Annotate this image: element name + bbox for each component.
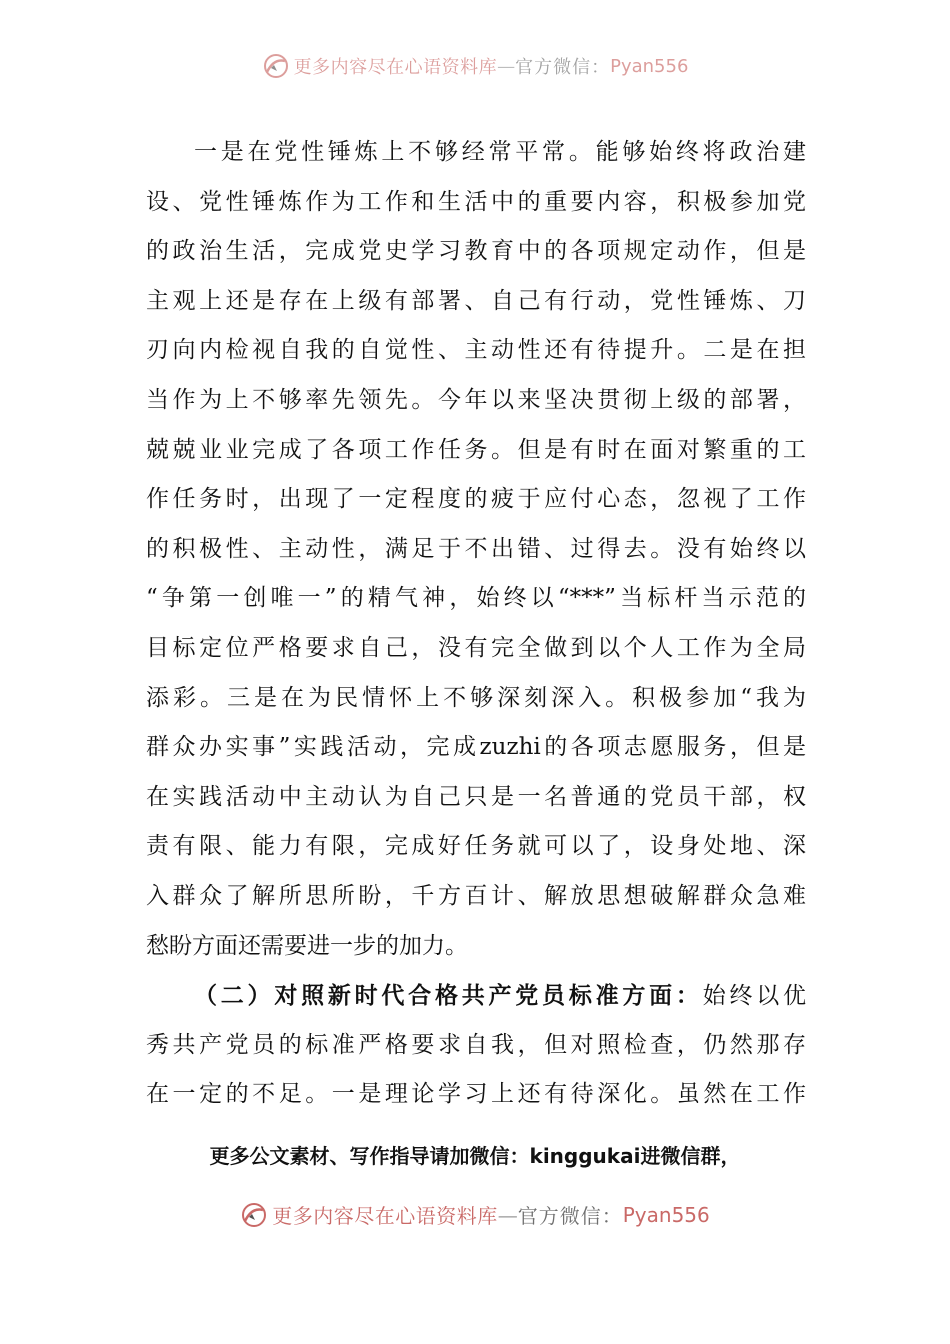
text-line: 责有限、能力有限，完成好任务就可以了，设身处地、深 xyxy=(146,833,806,860)
watermark-text: 更多内容尽在心语资料库 xyxy=(293,57,498,78)
text-line: 一是在党性锤炼上不够经常平常。能够始终将政治建 xyxy=(194,139,806,165)
text-line: 目标定位严格要求自己，没有完全做到以个人工作为全局 xyxy=(146,634,806,661)
text-line: 作任务时，出现了一定程度的疲于应付心态，忽视了工作 xyxy=(146,486,806,513)
text-line: “争第一创唯一”的精气神，始终以“***”当标杆当示范的 xyxy=(146,585,806,612)
watermark-separator: — xyxy=(497,1202,518,1227)
text-line: 兢兢业业完成了各项工作任务。但是有时在面对繁重的工 xyxy=(146,436,806,463)
text-line: 设、党性锤炼作为工作和生活中的重要内容，积极参加党 xyxy=(146,188,806,215)
watermark-wechat-label: 官方微信： xyxy=(515,57,611,78)
text-line: 秀共产党员的标准严格要求自我，但对照检查，仍然那存 xyxy=(146,1031,806,1058)
text-line: 主观上还是存在上级有部署、自己有行动，党性锤炼、刀 xyxy=(146,287,806,314)
watermark-separator: — xyxy=(497,55,516,77)
watermark-text: 更多内容尽在心语资料库 xyxy=(272,1204,498,1228)
text-line: 当作为上不够率先领先。今年以来坚决贯彻上级的部署， xyxy=(146,386,806,413)
watermark-wechat-id: Pyan556 xyxy=(610,55,689,77)
watermark-wechat-label: 官方微信： xyxy=(517,1204,623,1228)
brand-logo-icon xyxy=(262,52,290,80)
text-line: 刃向内检视自我的自觉性、主动性还有待提升。二是在担 xyxy=(146,337,806,364)
document-body xyxy=(146,128,806,1120)
text-line: 在实践活动中主动认为自己只是一名普通的党员干部，权 xyxy=(146,783,806,810)
text-line: 在一定的不足。一是理论学习上还有待深化。虽然在工作 xyxy=(146,1081,806,1108)
brand-logo-icon xyxy=(240,1201,268,1229)
watermark-footer xyxy=(0,1200,950,1229)
section-heading-line xyxy=(146,971,806,1021)
text-line: 的积极性、主动性，满足于不出错、过得去。没有始终以 xyxy=(146,535,806,562)
text-line: 添彩。三是在为民情怀上不够深刻深入。积极参加“我为 xyxy=(146,684,806,711)
watermark-header xyxy=(0,52,950,80)
promo-footer-text: 更多公文素材、写作指导请加微信：kinggukai进微信群， xyxy=(209,1144,741,1168)
text-line: 的政治生活，完成党史学习教育中的各项规定动作，但是 xyxy=(146,238,806,265)
section-heading-rest: 始终以优 xyxy=(702,983,807,1010)
text-line: 群众办实事”实践活动，完成zuzhi的各项志愿服务，但是 xyxy=(146,734,806,761)
watermark-wechat-id: Pyan556 xyxy=(622,1202,710,1227)
text-line: 愁盼方面还需要进一步的加力。 xyxy=(146,932,468,959)
text-line: 入群众了解所思所盼，千方百计、解放思想破解群众急难 xyxy=(146,882,806,909)
section-heading: （二）对照新时代合格共产党员标准方面： xyxy=(194,982,703,1010)
